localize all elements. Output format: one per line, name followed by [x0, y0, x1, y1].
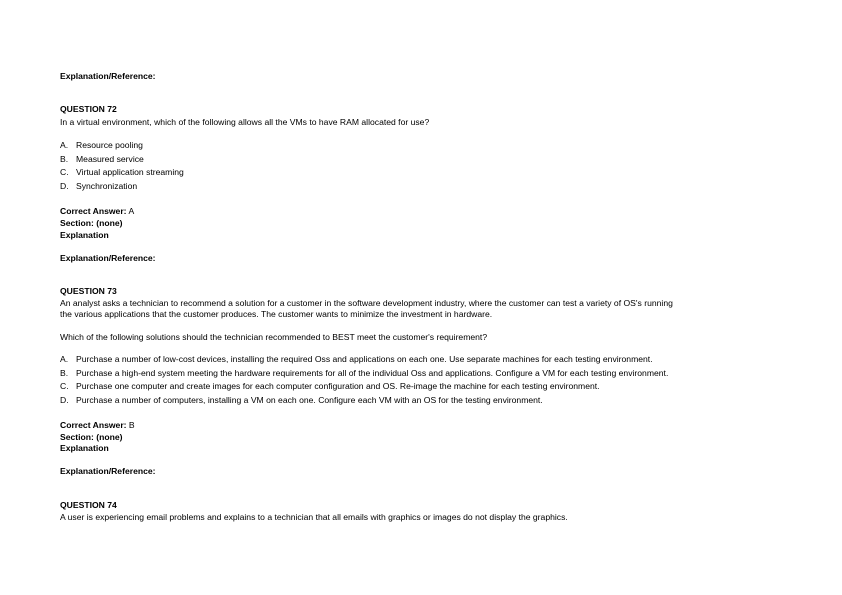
question-74-title: QUESTION 74 — [60, 500, 117, 510]
correct-answer-label: Correct Answer: — [60, 206, 127, 216]
option-key: D. — [60, 181, 69, 191]
option-a — [60, 140, 143, 151]
question-73-prompt: Which of the following solutions should the technician recommended to BEST meet the customer's requirement? — [60, 332, 488, 342]
option-d — [60, 395, 543, 406]
option-key: C. — [60, 381, 69, 391]
correct-answer-value: A — [126, 206, 135, 216]
question-73-title: QUESTION 73 — [60, 286, 117, 296]
option-b — [60, 368, 668, 379]
option-text: Resource pooling — [76, 140, 143, 150]
option-key: B. — [60, 154, 69, 164]
option-text: Measured service — [76, 154, 144, 164]
explanation-label: Explanation — [60, 230, 109, 240]
correct-answer — [60, 420, 135, 431]
option-key: A. — [60, 354, 69, 364]
question-73-text-line-2: the various applications that the customer produces. The customer wants to minimize the investment in hardware. — [60, 309, 493, 319]
option-key: A. — [60, 140, 69, 150]
correct-answer-value: B — [126, 420, 135, 430]
option-text: Purchase one computer and create images for each computer configuration and OS. Re-image the machine for each testing environment. — [76, 381, 600, 391]
option-b — [60, 154, 144, 165]
option-key: C. — [60, 167, 69, 177]
option-key: D. — [60, 395, 69, 405]
section-label: Section: (none) — [60, 218, 123, 228]
correct-answer-label: Correct Answer: — [60, 420, 127, 430]
question-74-text: A user is experiencing email problems and explains to a technician that all emails with graphics or images do not display the graphics. — [60, 512, 568, 522]
option-text: Purchase a high-end system meeting the hardware requirements for all of the individual Oss and applications. Configure a VM for each testing environment. — [76, 368, 669, 378]
option-d — [60, 181, 137, 192]
option-key: B. — [60, 368, 69, 378]
option-text: Purchase a number of computers, installing a VM on each one. Configure each VM with an OS for the testing environment. — [76, 395, 543, 405]
explanation-label: Explanation — [60, 443, 109, 453]
option-c — [60, 167, 184, 178]
option-a — [60, 354, 653, 365]
question-72-text: In a virtual environment, which of the following allows all the VMs to have RAM allocated for use? — [60, 117, 430, 127]
question-72-title: QUESTION 72 — [60, 104, 117, 114]
explanation-reference-heading: Explanation/Reference: — [60, 253, 156, 263]
explanation-reference-heading: Explanation/Reference: — [60, 466, 156, 476]
option-text: Virtual application streaming — [76, 167, 184, 177]
explanation-reference-heading: Explanation/Reference: — [60, 71, 156, 81]
question-73-text-line-1: An analyst asks a technician to recommend a solution for a customer in the software development industry, where the customer can test a variety of OS's running — [60, 298, 673, 308]
option-c — [60, 381, 600, 392]
correct-answer — [60, 206, 134, 217]
option-text: Synchronization — [76, 181, 138, 191]
option-text: Purchase a number of low-cost devices, installing the required Oss and applications on each one. Use separate machines for each testing environment. — [76, 354, 653, 364]
section-label: Section: (none) — [60, 432, 123, 442]
